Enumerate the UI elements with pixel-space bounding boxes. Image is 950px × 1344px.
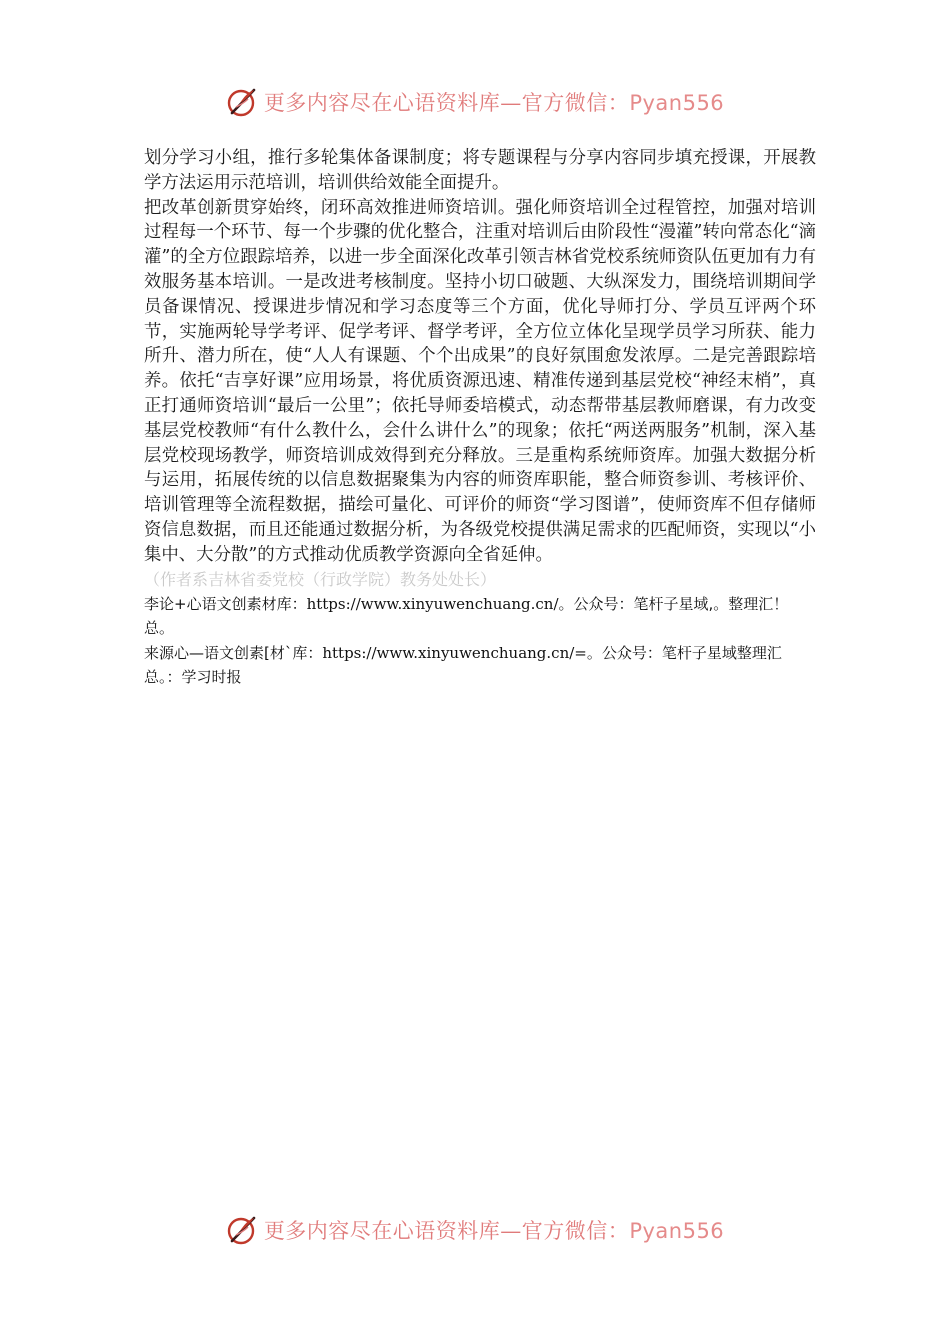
header-banner [0,82,950,122]
source-note-2: 来源心—语文创素[材`库：https://www.xinyuwenchuang.cn/=。公众号：笔杆子星域整理汇总。：学习时报 [144,643,782,687]
source-note-1: 李论+心语文创素材库：https://www.xinyuwenchuang.cn/。公众号：笔杆子星域,。整理汇！总。 [144,594,789,638]
banner-handle: Pyan556 [629,91,725,115]
paragraph-2: 把改革创新贯穿始终，闭环高效推进师资培训。强化师资培训全过程管控，加强对培训过程每一个环节、每一个步骤的优化整合，注重对培训后由阶段性“漫灌”转向常态化“滴灌”的全方位跟踪培养，以进一步全面深化改革引领吉林省党校系统师资队伍更加有力有效服务基本培训。一是改进考核制度。坚持小切口破题、大纵深发力，围绕培训期间学员备课情况、授课进步情况和学习态度等三个方面，优化导师打分、学员互评两个环节，实施两轮导学考评、促学考评、督学考评，全方位立体化呈现学员学习所获、能力所升、潜力所在，使“人人有课题、个个出成果”的良好氛围愈发浓厚。二是完善跟踪培养。依托“吉享好课”应用场景，将优质资源迅速、精准传递到基层党校“神经末梢”，真正打通师资培训“最后一公里”；依托导师委培模式，动态帮带基层教师磨课，有力改变基层党校教师“有什么教什么，会什么讲什么”的现象；依托“两送两服务”机制，深入基层党校现场教学，师资培训成效得到充分释放。三是重构系统师资库。加强大数据分析与运用，拓展传统的以信息数据聚集为内容的师资库职能，整合师资参训、考核评价、培训管理等全流程数据，描绘可量化、可评价的师资“学习图谱”，使师资库不但存储师资信息数据，而且还能通过数据分析，为各级党校提供满足需求的匹配师资，实现以“小集中、大分散”的方式推动优质教学资源向全省延伸。 [144,197,816,565]
banner-handle: Pyan556 [629,1219,725,1243]
quill-logo-icon [226,1213,260,1247]
author-note: （作者系吉林省委党校（行政学院）教务处处长） [144,569,497,589]
source-link-2[interactable]: https://www.xinyuwenchuang.cn/= [322,643,587,662]
banner-text: 更多内容尽在心语资料库—官方微信：Pyan556 [263,91,725,115]
quill-logo-icon [226,85,260,119]
article-body [144,146,816,690]
paragraph-1: 划分学习小组，推行多轮集体备课制度；将专题课程与分享内容同步填充授课，开展教学方法运用示范培训，培训供给效能全面提升。 [144,148,816,193]
source-link-1[interactable]: https://www.xinyuwenchuang.cn/ [306,594,559,613]
banner-text: 更多内容尽在心语资料库—官方微信：Pyan556 [263,1219,725,1243]
footer-banner [0,1210,950,1250]
